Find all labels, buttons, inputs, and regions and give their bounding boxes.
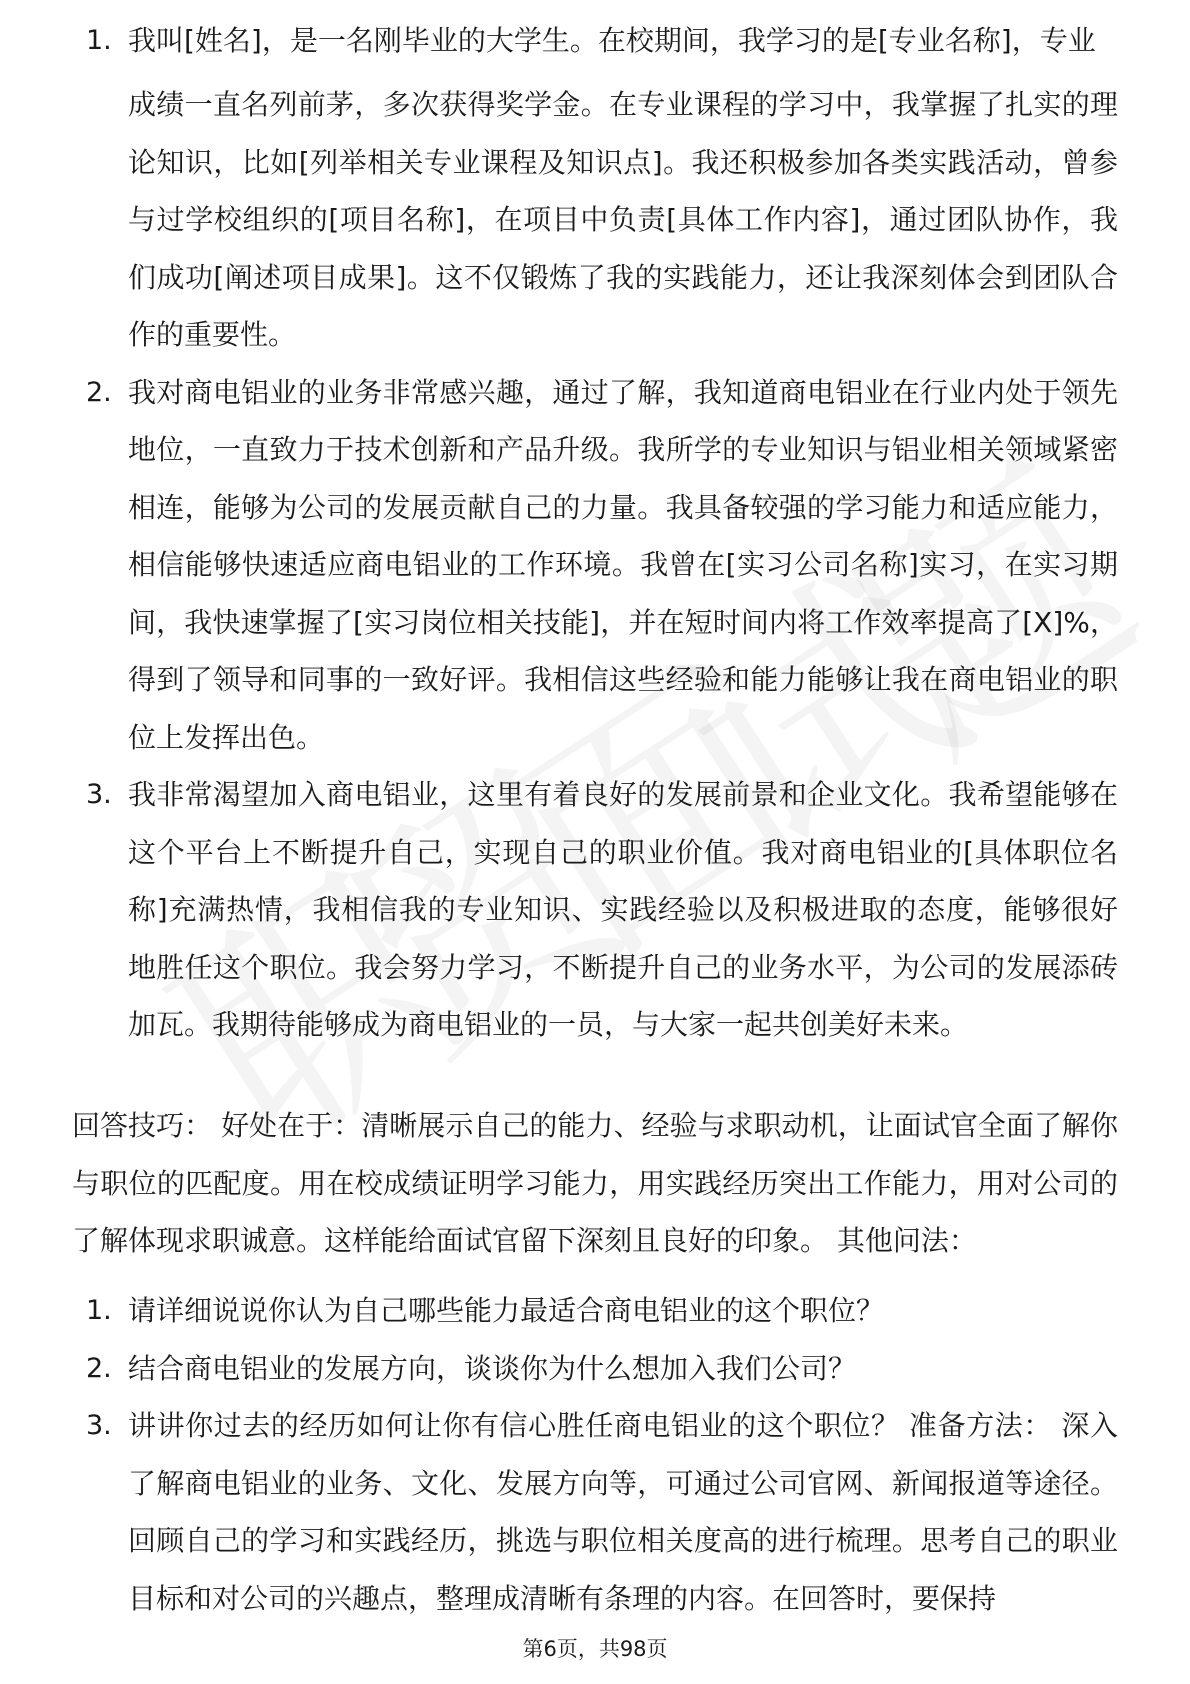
answer-item-3 <box>0 766 1118 1054</box>
list-number: 3. <box>86 779 112 810</box>
other-question-text: 讲讲你过去的经历如何让你有信心胜任商电铝业的这个职位？ 准备方法： 深入了解商电铝业的业务、文化、发展方向等，可通过公司官网、新闻报道等途径。回顾自己的学习和实践经历，挑选与职位相关度高的进行梳理。思考自己的职业目标和对公司的兴趣点，整理成清晰有条理的内容。在回答时，要保持 <box>128 1409 1118 1615</box>
answer-item-2 <box>0 364 1118 767</box>
clipped-top-line <box>0 0 1190 64</box>
other-questions-list <box>0 1282 1190 1627</box>
answer-list <box>0 76 1190 1054</box>
answer-item-1-fragment <box>0 12 1118 64</box>
list-number: 2. <box>86 376 112 408</box>
other-question-1 <box>0 1282 1118 1340</box>
answer-item-text: 成绩一直名列前茅，多次获得奖学金。在专业课程的学习中，我掌握了扎实的理论知识，比如[列举相关专业课程及知识点]。我还积极参加各类实践活动，曾参与过学校组织的[项目名称]，在项目中负责[具体工作内容]，通过团队协作，我们成功[阐述项目成果]。这不仅锻炼了我的实践能力，还让我深刻体会到团队合作的重要性。 <box>128 88 1118 351</box>
answer-item-1-first-line: 我叫[姓名]，是一名刚毕业的大学生。在校期间，我学习的是[专业名称]，专业 <box>128 24 1096 57</box>
other-question-2 <box>0 1340 1118 1398</box>
other-question-text: 请详细说说你认为自己哪些能力最适合商电铝业的这个职位？ <box>128 1294 885 1327</box>
other-question-text: 结合商电铝业的发展方向，谈谈你为什么想加入我们公司？ <box>128 1351 857 1385</box>
answer-item-1-continued <box>0 76 1118 364</box>
list-number: 3. <box>86 1410 112 1441</box>
list-number: 2. <box>86 1352 112 1384</box>
page-number-footer: 第6页，共98页 <box>522 1637 668 1661</box>
list-number: 1. <box>86 25 112 56</box>
other-question-3 <box>0 1397 1118 1627</box>
answer-item-text: 我非常渴望加入商电铝业，这里有着良好的发展前景和企业文化。我希望能够在这个平台上不断提升自己，实现自己的职业价值。我对商电铝业的[具体职位名称]充满热情，我相信我的专业知识、实践经验以及积极进取的态度，能够很好地胜任这个职位。我会努力学习，不断提升自己的业务水平，为公司的发展添砖加瓦。我期待能够成为商电铝业的一员，与大家一起共创美好未来。 <box>128 778 1118 1041</box>
answer-tips-paragraph: 回答技巧： 好处在于：清晰展示自己的能力、经验与求职动机，让面试官全面了解你与职位的匹配度。用在校成绩证明学习能力，用实践经历突出工作能力，用对公司的了解体现求职诚意。这样能给面试官留下深刻且良好的印象。 其他问法： <box>72 1109 1118 1257</box>
answer-item-text: 我对商电铝业的业务非常感兴趣，通过了解，我知道商电铝业在行业内处于领先地位，一直致力于技术创新和产品升级。我所学的专业知识与铝业相关领域紧密相连，能够为公司的发展贡献自己的力量。我具备较强的学习能力和适应能力，相信能够快速适应商电铝业的工作环境。我曾在[实习公司名称]实习，在实习期间，我快速掌握了[实习岗位相关技能]，并在短时间内将工作效率提高了[X]%，得到了领导和同事的一致好评。我相信这些经验和能力能够让我在商电铝业的职位上发挥出色。 <box>128 375 1118 754</box>
list-number: 1. <box>86 1295 112 1326</box>
